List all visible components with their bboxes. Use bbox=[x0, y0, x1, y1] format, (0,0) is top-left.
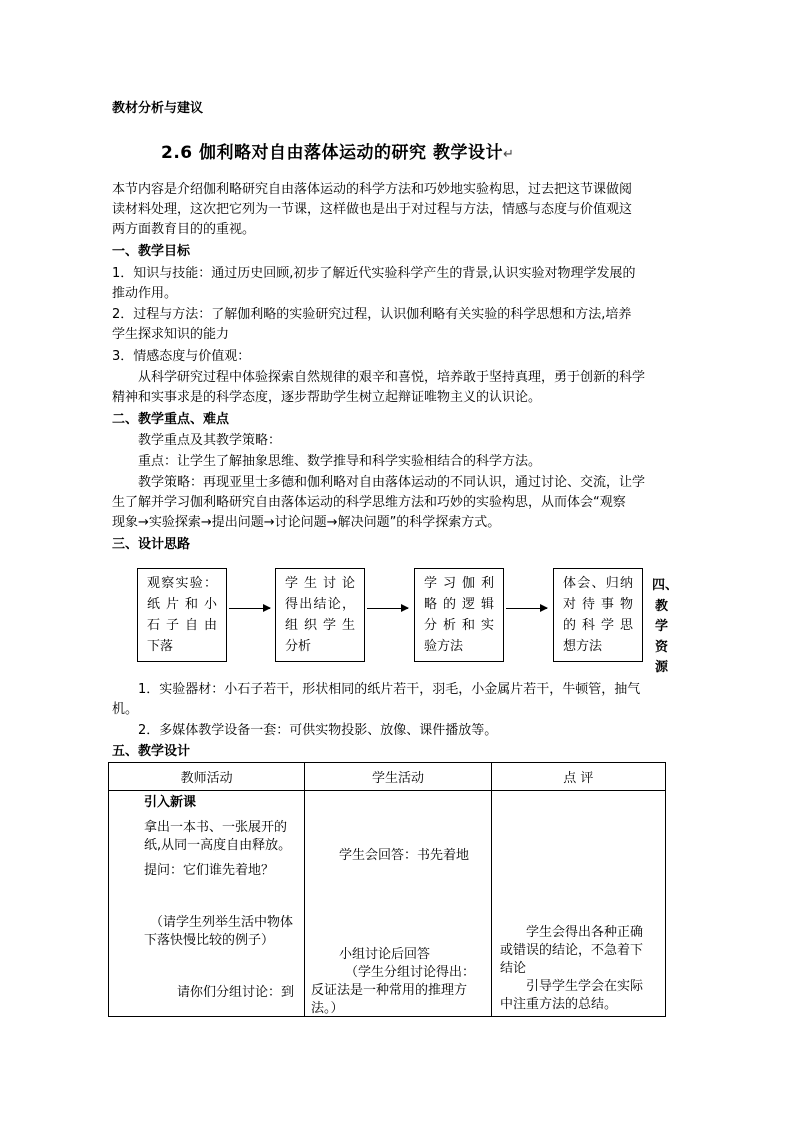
intro-line: 本节内容是介绍伽利略研究自由落体运动的科学方法和巧妙地实验构思，过去把这节课做阅 bbox=[112, 182, 633, 197]
flow-box-line: 想方法 bbox=[563, 639, 603, 654]
strategy-line: 现象→实验探索→提出问题→讨论问题→解决问题”的科学探索方式。 bbox=[112, 515, 501, 530]
objective-emotion-body bbox=[112, 368, 645, 408]
flow-box-line: 观察实验： bbox=[147, 576, 217, 591]
teacher-demo bbox=[144, 819, 291, 855]
return-mark: ↵ bbox=[502, 147, 515, 162]
student-line: 反证法是一种常用的推理方 bbox=[311, 983, 468, 998]
section-label: 教材分析与建议 bbox=[112, 101, 204, 116]
strategy-paragraph bbox=[112, 473, 645, 533]
teacher-line: 拿出一本书、一张展开的 bbox=[144, 820, 288, 835]
flow-arrow bbox=[367, 608, 408, 609]
objective-line: 学生探求知识的能力 bbox=[112, 327, 230, 342]
comment-line: 或错误的结论，不急着下 bbox=[500, 943, 644, 958]
flow-arrow bbox=[506, 608, 547, 609]
student-group-note bbox=[311, 964, 475, 1018]
section2-heading: 二、教学重点、难点 bbox=[112, 412, 230, 427]
flow-box-line: 略的逻辑 bbox=[424, 597, 494, 612]
objective-emotion-label: 3．情感态度与价值观： bbox=[112, 349, 251, 364]
comment-line: 引导学生学会在实际 bbox=[526, 979, 644, 994]
flow-box-summarize bbox=[553, 568, 643, 662]
flow-box-line: 纸片和小 bbox=[147, 597, 217, 612]
student-answer: 学生会回答：书先着地 bbox=[339, 848, 470, 863]
flow-box-line: 验方法 bbox=[424, 639, 464, 654]
flow-box-line: 石子自由 bbox=[147, 618, 217, 633]
comment-line: 结论 bbox=[500, 961, 527, 976]
table-header-teacher: 教师活动 bbox=[109, 763, 305, 791]
teacher-note bbox=[144, 914, 293, 950]
flow-box-learn bbox=[414, 568, 504, 662]
teacher-line: 下落快慢比较的例子） bbox=[144, 933, 275, 948]
objective-line: 2．过程与方法：了解伽利略的实验研究过程，认识伽利略有关实验的科学思想和方法,培养 bbox=[112, 307, 632, 322]
section4-heading bbox=[652, 576, 682, 679]
section3-heading: 三、设计思路 bbox=[112, 537, 191, 552]
resource-line: 机。 bbox=[112, 702, 139, 717]
comment-method bbox=[500, 978, 643, 1014]
flow-box-discuss bbox=[275, 568, 365, 662]
flow-arrow bbox=[229, 608, 270, 609]
teacher-line: 纸,从同一高度自由释放。 bbox=[144, 838, 292, 853]
strategy-line: 生了解并学习伽利略研究自由落体运动的科学思维方法和巧妙的实验构思，从而体会“观察 bbox=[112, 495, 626, 510]
section4-heading-char: 资 bbox=[655, 639, 669, 655]
flow-box-line: 组织学生 bbox=[285, 618, 355, 633]
resource-equipment bbox=[112, 680, 640, 720]
intro-new-lesson: 引入新课 bbox=[144, 795, 197, 810]
objective-process bbox=[112, 305, 631, 345]
teacher-discuss: 请你们分组讨论：到 bbox=[177, 985, 295, 1000]
strategy-line: 教学策略：再现亚里士多德和伽利略对自由落体运动的不同认识，通过讨论、交流，让学 bbox=[138, 475, 646, 490]
objective-line: 推动作用。 bbox=[112, 286, 178, 301]
section4-heading-char: 四、 bbox=[652, 578, 679, 593]
flow-box-line: 下落 bbox=[147, 639, 174, 654]
focus-strategy-label: 教学重点及其教学策略： bbox=[138, 433, 282, 448]
comment-line: 中注重方法的总结。 bbox=[500, 997, 618, 1012]
page-title bbox=[161, 138, 514, 163]
section4-heading-char: 教 bbox=[655, 598, 669, 614]
objective-knowledge bbox=[112, 264, 636, 304]
student-line: 法。） bbox=[311, 1001, 344, 1016]
flow-box-line: 分析 bbox=[285, 639, 312, 654]
flow-box-line: 学生讨论 bbox=[285, 576, 355, 591]
intro-line: 两方面教育目的的重视。 bbox=[112, 222, 256, 237]
teacher-question: 提问：它们谁先着地？ bbox=[144, 863, 275, 878]
student-line: （学生分组讨论得出： bbox=[345, 965, 476, 980]
objective-line: 精神和实事求是的科学态度，逐步帮助学生树立起辩证唯物主义的认识论。 bbox=[112, 390, 542, 405]
section4-heading-char: 源 bbox=[655, 660, 669, 675]
teacher-line: （请学生列举生活中物体 bbox=[150, 915, 294, 930]
flow-box-line: 体会、归纳 bbox=[563, 576, 633, 591]
resource-multimedia: 2．多媒体教学设备一套：可供实物投影、放像、课件播放等。 bbox=[138, 723, 498, 738]
student-group-answer: 小组讨论后回答 bbox=[339, 947, 431, 962]
objective-line: 从科学研究过程中体验探索自然规律的艰辛和喜悦，培养敢于坚持真理，勇于创新的科学 bbox=[138, 370, 646, 385]
focus-line: 重点：让学生了解抽象思维、数学推导和科学实验相结合的科学方法。 bbox=[138, 454, 542, 469]
objective-line: 1．知识与技能：通过历史回顾,初步了解近代实验科学产生的背景,认识实验对物理学发展的 bbox=[112, 266, 636, 281]
flow-box-line: 学习伽利 bbox=[424, 576, 494, 591]
flow-box-line: 得出结论， bbox=[285, 597, 355, 612]
flow-box-line: 分析和实 bbox=[424, 618, 494, 633]
intro-paragraph bbox=[112, 180, 632, 240]
intro-line: 读材料处理，这次把它列为一节课，这样做也是出于对过程与方法，情感与态度与价值观这 bbox=[112, 202, 633, 217]
flow-box-observe bbox=[137, 568, 227, 662]
table-header-comment: 点 评 bbox=[491, 763, 665, 791]
flow-box-line: 对待事物 bbox=[563, 597, 633, 612]
flow-box-line: 的科学思 bbox=[563, 618, 633, 633]
table-header-student: 学生活动 bbox=[305, 763, 491, 791]
resource-line: 1．实验器材：小石子若干，形状相同的纸片若干，羽毛，小金属片若干，牛顿管，抽气 bbox=[138, 682, 641, 697]
section1-heading: 一、教学目标 bbox=[112, 244, 191, 259]
title-text: 2.6 伽利略对自由落体运动的研究 教学设计 bbox=[161, 143, 503, 163]
section4-heading-char: 学 bbox=[655, 619, 669, 634]
comment-conclusions bbox=[500, 924, 643, 978]
table-header-row bbox=[109, 763, 666, 791]
comment-line: 学生会得出各种正确 bbox=[526, 925, 644, 940]
section5-heading: 五、教学设计 bbox=[112, 744, 191, 759]
